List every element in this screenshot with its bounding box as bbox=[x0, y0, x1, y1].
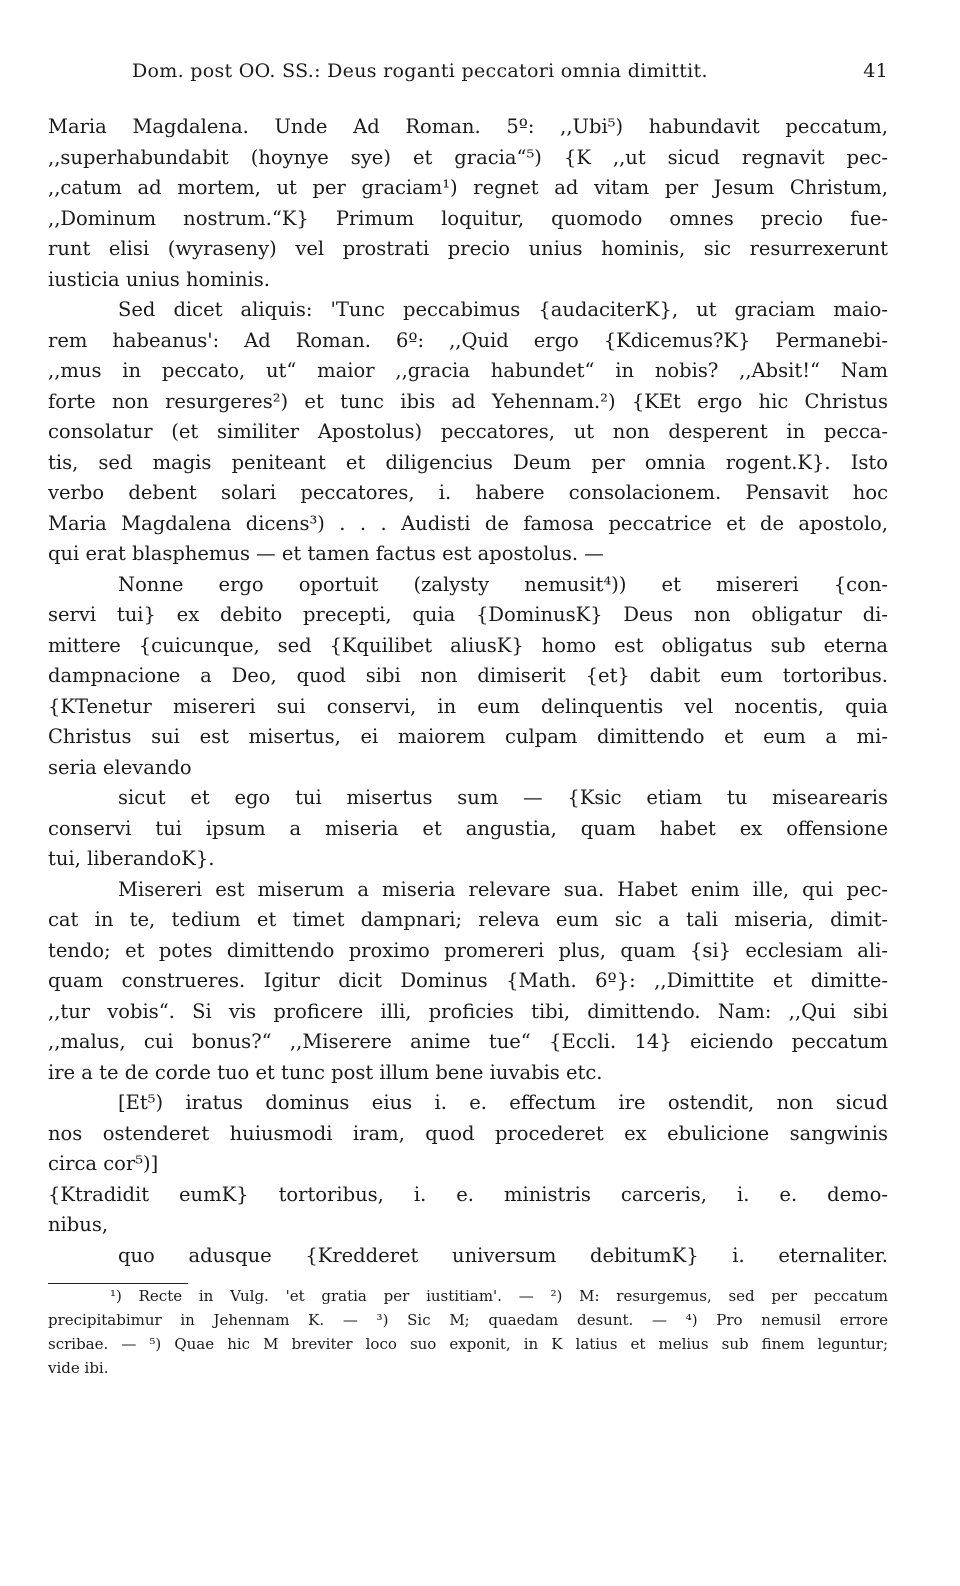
footnote-line: precipitabimur in Jehennam K. — ³) Sic M; quaedam desunt. — ⁴) Pro nemusil errore bbox=[48, 1311, 888, 1329]
running-head bbox=[48, 60, 888, 100]
text-line: tis, sed magis peniteant et diligencius Deum per omnia rogent.K}. Isto bbox=[48, 450, 888, 474]
text-line: seria elevando bbox=[48, 755, 192, 779]
text-line: nibus, bbox=[48, 1213, 109, 1236]
text-line: conservi tui ipsum a miseria et angustia, quam habet ex offensione bbox=[48, 816, 888, 840]
text-line: forte non resurgeres²) et tunc ibis ad Yehennam.²) {KEt ergo hic Christus bbox=[48, 389, 888, 413]
footnote-line: vide ibi. bbox=[48, 1359, 109, 1377]
text-line: Maria Magdalena dicens³) . . . Audisti de famosa peccatrice et de apostolo, bbox=[48, 511, 888, 535]
text-line: Christus sui est misertus, ei maiorem culpam dimittendo et eum a mi- bbox=[48, 725, 888, 748]
text-line: ,,tur vobis“. Si vis proficere illi, proficies tibi, dimittendo. Nam: ,,Qui sibi bbox=[48, 999, 888, 1023]
footnote-line: ¹) Recte in Vulg. 'et gratia per iustitiam'. — ²) M: resurgemus, sed per peccatum bbox=[110, 1287, 888, 1305]
text-line: Nonne ergo oportuit (zalysty nemusit⁴)) et misereri {con- bbox=[118, 572, 888, 596]
text-line: Sed dicet aliquis: 'Tunc peccabimus {audaciterK}, ut graciam maio- bbox=[118, 298, 888, 321]
text-line: nos ostenderet huiusmodi iram, quod procederet ex ebulicione sangwinis bbox=[48, 1121, 888, 1145]
body-text bbox=[48, 112, 888, 1271]
text-line: ,,superhabundabit (hoynye sye) et gracia“⁵) {K ,,ut sicud regnavit pec- bbox=[48, 145, 888, 169]
text-line: iusticia unius hominis. bbox=[48, 267, 271, 291]
text-line: ,,Dominum nostrum.“K} Primum loquitur, quomodo omnes precio fue- bbox=[48, 206, 888, 230]
text-line: runt elisi (wyraseny) vel prostrati precio unius hominis, sic resurrexerunt bbox=[48, 237, 888, 260]
footnote-line: scribae. — ⁵) Quae hic M breviter loco suo exponit, in K latius et melius sub finem leguntur; bbox=[48, 1335, 888, 1353]
text-line: mittere {cuicunque, sed {Kquilibet aliusK} homo est obligatus sub eterna bbox=[48, 633, 888, 657]
text-line: Misereri est miserum a miseria relevare sua. Habet enim ille, qui pec- bbox=[118, 877, 888, 901]
text-line: verbo debent solari peccatores, i. habere consolacionem. Pensavit hoc bbox=[48, 481, 888, 504]
text-line: dampnacione a Deo, quod sibi non dimiserit {et} dabit eum tortoribus. bbox=[48, 664, 888, 687]
text-line: cat in te, tedium et timet dampnari; releva eum sic a tali miseria, dimit- bbox=[48, 908, 888, 931]
text-line: tendo; et potes dimittendo proximo promereri plus, quam {si} ecclesiam ali- bbox=[48, 938, 888, 962]
text-line: Maria Magdalena. Unde Ad Roman. 5º: ,,Ubi⁵) habundavit peccatum, bbox=[48, 115, 888, 138]
page-number: 41 bbox=[863, 60, 888, 82]
text-line: quam construeres. Igitur dicit Dominus {Math. 6º}: ,,Dimittite et dimitte- bbox=[48, 969, 888, 992]
text-line: rem habeanus': Ad Roman. 6º: ,,Quid ergo {Kdicemus?K} Permanebi- bbox=[48, 328, 888, 352]
text-line: sicut et ego tui misertus sum — {Ksic etiam tu misearearis bbox=[118, 786, 888, 809]
footnotes bbox=[48, 1284, 888, 1380]
text-line: [Et⁵) iratus dominus eius i. e. effectum ire ostendit, non sicud bbox=[118, 1091, 888, 1114]
text-line: servi tui} ex debito precepti, quia {DominusK} Deus non obligatur di- bbox=[48, 603, 888, 626]
text-line: quo adusque {Kredderet universum debitumK} i. eternaliter. bbox=[118, 1243, 888, 1267]
text-line: qui erat blasphemus — et tamen factus est apostolus. — bbox=[48, 542, 604, 565]
text-line: circa cor⁵)] bbox=[48, 1152, 159, 1175]
text-line: ,,catum ad mortem, ut per graciam¹) regnet ad vitam per Jesum Christum, bbox=[48, 176, 888, 199]
text-line: {KTenetur misereri sui conservi, in eum delinquentis vel nocentis, quia bbox=[48, 694, 888, 718]
text-line: consolatur (et similiter Apostolus) peccatores, ut non desperent in pecca- bbox=[48, 420, 888, 443]
text-line: ,,malus, cui bonus?“ ,,Miserere anime tue“ {Eccli. 14} eiciendo peccatum bbox=[48, 1030, 888, 1053]
text-line: {Ktradidit eumK} tortoribus, i. e. ministris carceris, i. e. demo- bbox=[48, 1182, 888, 1206]
text-line: tui, liberandoK}. bbox=[48, 847, 215, 870]
page-header-title: Dom. post OO. SS.: Deus roganti peccatori omnia dimittit. bbox=[132, 60, 708, 82]
text-line: ,,mus in peccato, ut“ maior ,,gracia habundet“ in nobis? ,,Absit!“ Nam bbox=[48, 359, 888, 382]
text-line: ire a te de corde tuo et tunc post illum bene iuvabis etc. bbox=[48, 1060, 603, 1084]
